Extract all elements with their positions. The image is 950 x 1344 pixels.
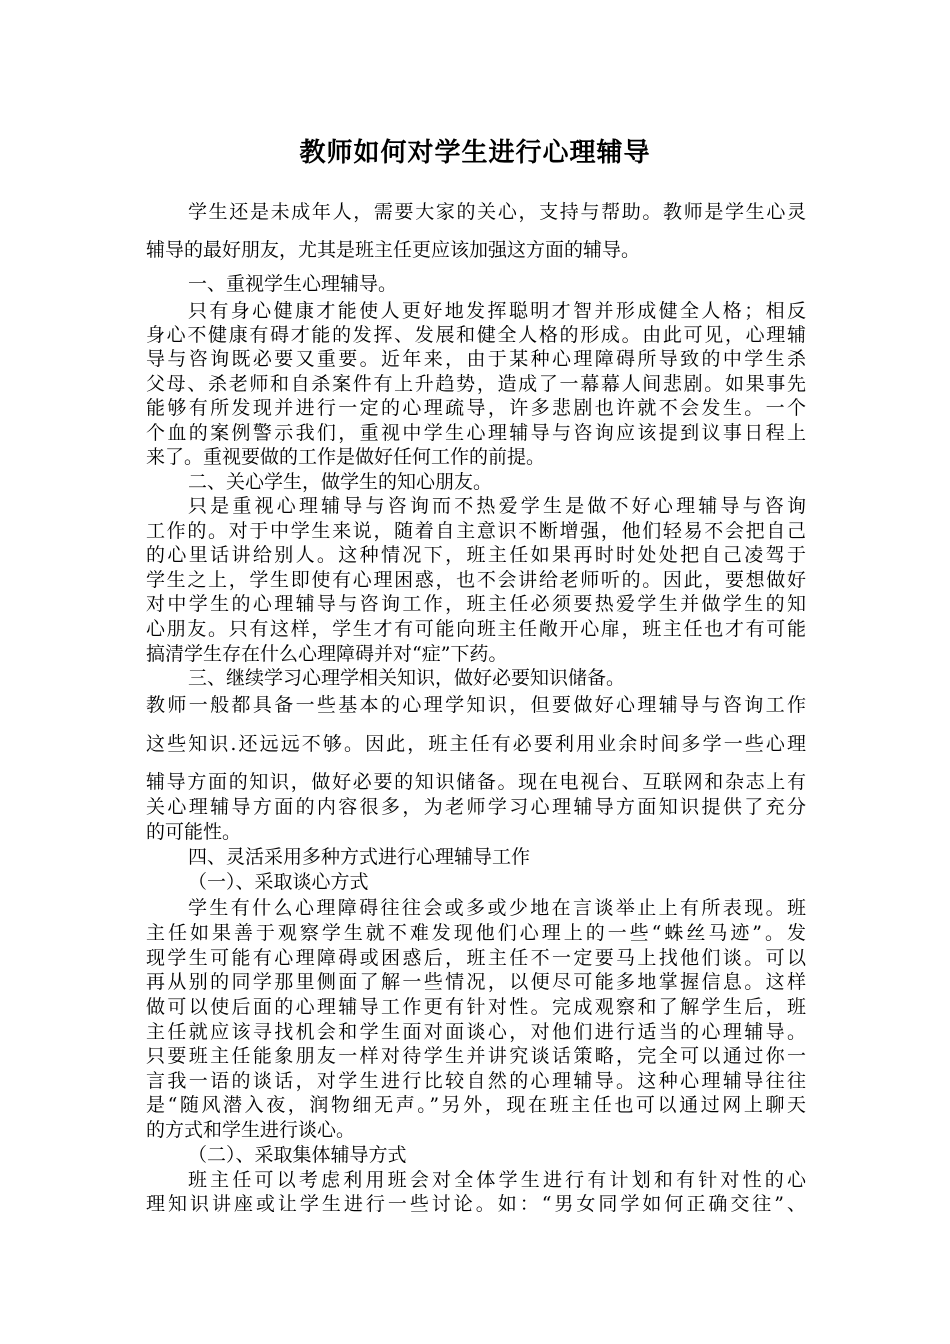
paragraph-line: 学生之上，学生即使有心理困惑，也不会讲给老师听的。因此，要想做好 (146, 569, 806, 591)
section-heading: 二、关心学生，做学生的知心朋友。 (188, 471, 493, 493)
paragraph-line: 关心理辅导方面的内容很多，为老师学习心理辅导方面知识提供了充分 (146, 796, 806, 818)
paragraph-line: 辅导方面的知识，做好必要的知识储备。现在电视台、互联网和杂志上有 (146, 771, 806, 793)
paragraph-line: 这些知识.还远远不够。因此，班主任有必要利用业余时间多学一些心理 (146, 733, 806, 755)
section-heading: 一、重视学生心理辅导。 (188, 273, 398, 295)
subsection-heading: （二）、采取集体辅导方式 (188, 1144, 407, 1166)
paragraph-line: 搞清学生存在什么心理障碍并对“症”下药。 (146, 643, 508, 665)
paragraph-line: 学生还是未成年人，需要大家的关心，支持与帮助。教师是学生心灵 (188, 201, 806, 223)
paragraph-line: 主任如果善于观察学生就不难发现他们心理上的一些“蛛丝马迹”。发 (146, 922, 806, 944)
paragraph-line: 再从别的同学那里侧面了解一些情况，以便尽可能多地掌握信息。这样 (146, 971, 806, 993)
paragraph-line: 教师一般都具备一些基本的心理学知识，但要做好心理辅导与咨询工作 (146, 694, 806, 716)
paragraph-line: 理知识讲座或让学生进行一些讨论。如：“男女同学如何正确交往”、 (146, 1193, 806, 1215)
paragraph-line: 个血的案例警示我们，重视中学生心理辅导与咨询应该提到议事日程上 (146, 422, 806, 444)
paragraph-line: 言我一语的谈话，对学生进行比较自然的心理辅导。这种心理辅导往往 (146, 1070, 806, 1092)
paragraph-line: 现学生可能有心理障碍或困惑后，班主任不一定要马上找他们谈。可以 (146, 947, 806, 969)
paragraph-line: 来了。重视要做的工作是做好任何工作的前提。 (146, 446, 546, 468)
page-title: 教师如何对学生进行心理辅导 (299, 138, 651, 168)
subsection-heading: （一）、采取谈心方式 (188, 871, 369, 893)
paragraph-line: 心朋友。只有这样，学生才有可能向班主任敞开心扉，班主任也才有可能 (146, 618, 806, 640)
paragraph-line: 只是重视心理辅导与咨询而不热爱学生是做不好心理辅导与咨询 (188, 495, 806, 517)
paragraph-line: 的方式和学生进行谈心。 (146, 1119, 356, 1141)
paragraph-line: 主任就应该寻找机会和学生面对面谈心，对他们进行适当的心理辅导。 (146, 1021, 806, 1043)
paragraph-line: 只有身心健康才能使人更好地发挥聪明才智并形成健全人格；相反 (188, 300, 806, 322)
section-heading: 三、继续学习心理学相关知识，做好必要知识储备。 (188, 667, 626, 689)
paragraph-line: 导与咨询既必要又重要。近年来，由于某种心理障碍所导致的中学生杀 (146, 348, 806, 370)
paragraph-line: 只要班主任能象朋友一样对待学生并讲究谈话策略，完全可以通过你一 (146, 1045, 806, 1067)
paragraph-line: 的可能性。 (146, 821, 242, 843)
paragraph-line: 辅导的最好朋友，尤其是班主任更应该加强这方面的辅导。 (146, 239, 641, 261)
paragraph-line: 身心不健康有碍才能的发挥、发展和健全人格的形成。由此可见，心理辅 (146, 324, 806, 346)
paragraph-line: 是“随风潜入夜，润物细无声。”另外，现在班主任也可以通过网上聊天 (146, 1094, 806, 1116)
paragraph-line: 的心里话讲给别人。这种情况下，班主任如果再时时处处把自己凌驾于 (146, 544, 806, 566)
paragraph-line: 工作的。对于中学生来说，随着自主意识不断增强，他们轻易不会把自己 (146, 520, 806, 542)
paragraph-line: 学生有什么心理障碍往往会或多或少地在言谈举止上有所表现。班 (188, 897, 806, 919)
paragraph-line: 能够有所发现并进行一定的心理疏导，许多悲剧也许就不会发生。一个 (146, 397, 806, 419)
section-heading: 四、灵活采用多种方式进行心理辅导工作 (188, 846, 531, 868)
paragraph-line: 父母、杀老师和自杀案件有上升趋势，造成了一幕幕人间悲剧。如果事先 (146, 373, 806, 395)
paragraph-line: 班主任可以考虑利用班会对全体学生进行有计划和有针对性的心 (188, 1169, 806, 1191)
paragraph-line: 做可以使后面的心理辅导工作更有针对性。完成观察和了解学生后，班 (146, 996, 806, 1018)
paragraph-line: 对中学生的心理辅导与咨询工作，班主任必须要热爱学生并做学生的知 (146, 593, 806, 615)
